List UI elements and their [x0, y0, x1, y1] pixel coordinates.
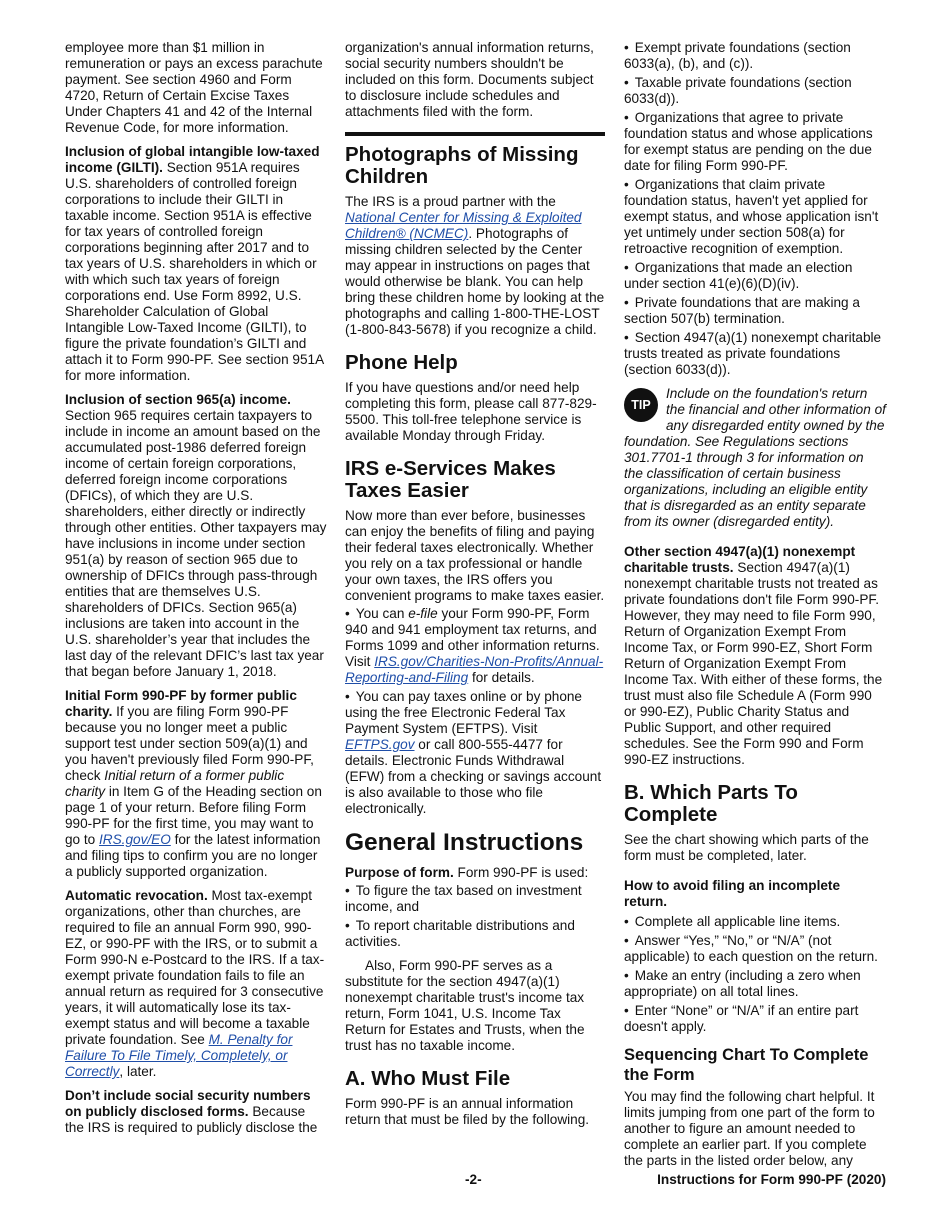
paragraph-who-must-file: Form 990-PF is an annual information return that must be filed by the following.	[345, 1096, 590, 1127]
charities-link[interactable]: IRS.gov/Charities-Non-Profits/Annual-Reporting-and-Filing	[345, 654, 604, 685]
section-965-body: Section 965 requires certain taxpayers to include in income an amount based on the accumulated post-1986 deferred foreign income of certain foreign corporations, deferred foreign income corporations (DFICs), of which they are U.S. shareholders, either directly or indirectly through other entities. Other taxpayers may have inclusions in income under section 951(a) by reason of section 965 due to ownership of DFICs through pass-through entities that are themselves U.S. shareholders of DFICs. Section 965(a) inclusions are taken into account in the U.S. shareholder’s year that includes the last day of the relevant DFIC’s last tax year that began before January 1, 2018.	[65, 408, 327, 679]
which-parts-heading: B. Which Parts To Complete	[624, 781, 798, 826]
other-trusts-body: Section 4947(a)(1) nonexempt charitable trusts not treated as private foundations don't file Form 990-PF. However, they may need to file Form 990, Return of Organization Exempt From Income Tax, or Form 990-EZ, Short Form Return of Organization Exempt From Income Tax. With either of these forms, the trust must also file Schedule A (Form 990 or 990-EZ), Public Charity Status and Public Support, and other required schedules. See the Form 990 and Form 990-EZ instructions.	[624, 560, 883, 767]
purpose-body: Form 990-PF is used:	[457, 865, 589, 880]
list-item: • Organizations that made an election under section 41(e)(6)(D)(iv).	[624, 260, 886, 292]
eservices-heading: IRS e-Services Makes Taxes Easier	[345, 457, 556, 502]
list-item: • Organizations that claim private foundation status, haven't yet applied for exempt status, and whose application isn't yet untimely under section 508(a) for retroactive recognition of exemption.	[624, 177, 886, 257]
paragraph-phone-help: If you have questions and/or need help completing this form, please call 877-829-5500. This toll-free telephone service is available Monday through Friday.	[345, 380, 597, 443]
paragraph-which-parts: See the chart showing which parts of the form must be completed, later.	[624, 832, 869, 863]
list-item: • Exempt private foundations (section 6033(a), (b), and (c)).	[624, 40, 886, 72]
list-item: • Section 4947(a)(1) nonexempt charitable trusts treated as private foundations (section 6033(d)).	[624, 330, 886, 378]
paragraph-other-trusts	[624, 544, 886, 768]
list-item-efile	[345, 606, 605, 686]
paragraph-sequencing: You may find the following chart helpful. It limits jumping from one part of the form to another to figure an amount needed to complete an earlier part. If you complete the parts in the listed order below, any	[624, 1089, 875, 1168]
list-item: • Taxable private foundations (section 6033(d)).	[624, 75, 886, 107]
tip-box	[624, 386, 886, 530]
list-item-purpose-2: • To report charitable distributions and activities.	[345, 918, 605, 950]
column-right	[624, 40, 886, 1177]
footer-title: Instructions for Form 990-PF (2020)	[657, 1172, 886, 1187]
column-left	[65, 40, 327, 1144]
initial-form-italic: Initial return of a former public charity	[65, 768, 285, 799]
initial-form-body-1: If you are filing Form 990-PF because you no longer meet a public support test under section 509(a)(1) and you haven't previously filed Form 990-PF, check	[65, 704, 314, 783]
section-965-heading: Inclusion of section 965(a) income.	[65, 392, 291, 407]
ssn-heading: Don’t include social security numbers on publicly disclosed forms.	[65, 1088, 311, 1119]
tip-text: Include on the foundation's return the financial and other information of any disregarded entity owned by the foundation. See Regulations sections 301.7701-1 through 3 for information on the classification of certain business organizations, including an eligible entity that is disregarded as an entity separate from its owner (disregarded entity).	[624, 386, 886, 529]
gilti-heading: Inclusion of global intangible low-taxed income (GILTI).	[65, 144, 320, 175]
sequencing-chart-heading: Sequencing Chart To Complete the Form	[624, 1046, 869, 1084]
eftps-link[interactable]: EFTPS.gov	[345, 737, 415, 752]
eftps-tail: or call 800-555-4477 for details. Electronic Funds Withdrawal (EFW) from a checking or savings account is also available to those who file electronically.	[345, 737, 602, 816]
ssn-body: Because the IRS is required to publicly disclose the	[65, 1104, 318, 1135]
tip-icon: TIP	[624, 388, 658, 422]
eftps-pre: You can pay taxes online or by phone using the free Electronic Federal Tax Payment System (EFTPS). Visit	[345, 689, 582, 736]
penalty-link[interactable]: M. Penalty for Failure To File Timely, Completely, or Correctly	[65, 1032, 293, 1079]
efile-tail: for details.	[471, 670, 535, 685]
automatic-revocation-tail: , later.	[119, 1064, 157, 1079]
paragraph-photographs	[345, 194, 605, 338]
list-item-purpose-1: • To figure the tax based on investment income, and	[345, 883, 605, 915]
paragraph-ssn	[65, 1088, 327, 1136]
ncmec-link[interactable]: National Center for Missing & Exploited Children® (NCMEC)	[345, 210, 582, 241]
paragraph-also: Also, Form 990-PF serves as a substitute for the section 4947(a)(1) nonexempt charitable trust's income tax return, Form 1041, U.S. Income Tax Return for Estates and Trusts, when the trust has no taxable income.	[345, 958, 585, 1053]
efile-italic: e-file	[408, 606, 438, 621]
column-middle	[345, 40, 605, 1136]
general-instructions-heading: General Instructions	[345, 829, 584, 856]
list-item: • Enter “None” or “N/A” if an entire part doesn't apply.	[624, 1003, 886, 1035]
gilti-body: Section 951A requires U.S. shareholders of controlled foreign corporations to include their GILTI in taxable income. Section 951A is effective for tax years of controlled foreign corporations beginning after 2017 and to tax years of U.S. shareholders in which or with which such tax years of foreign corporations end. Use Form 8992, U.S. Shareholder Calculation of Global Intangible Low-Taxed Income (GILTI), to figure the private foundation’s GILTI and attach it to Form 990-PF. See section 951A for more information.	[65, 160, 324, 383]
paragraph-gilti	[65, 144, 327, 384]
list-item: • Answer “Yes,” “No,” or “N/A” (not applicable) to each question on the return.	[624, 933, 886, 965]
who-must-file-heading: A. Who Must File	[345, 1067, 511, 1090]
automatic-revocation-body: Most tax-exempt organizations, other than churches, are required to file an annual Form 990, 990-EZ, or 990-PF with the IRS, or to submit a Form 990-N e-Postcard to the IRS. If a tax-exempt private foundation fails to file an annual return as required for 3 consecutive years, it will automatically lose its tax-exempt status and will become a taxable private foundation. See	[65, 888, 325, 1047]
paragraph-initial-form	[65, 688, 327, 880]
efile-mid: your Form 990-PF, Form 940 and 941 employment tax returns, and Forms 1099 and other information returns. Visit	[345, 606, 600, 669]
page-number: -2-	[465, 1172, 482, 1187]
list-item: • Organizations that agree to private foundation status and whose applications for exempt status are pending on the due date for filing Form 990-PF.	[624, 110, 886, 174]
initial-form-heading: Initial Form 990-PF by former public charity.	[65, 688, 297, 719]
initial-form-body-2: in Item G of the Heading section on page 1 of your return. Before filing Form 990-PF for the first time, you may want to go to	[65, 784, 322, 847]
paragraph-eservices: Now more than ever before, businesses can enjoy the benefits of filing and paying their federal taxes electronically. Whether you rely on a tax professional or handle your own taxes, the IRS offers you convenient programs to make taxes easier.	[345, 508, 605, 603]
list-item: • Complete all applicable line items.	[624, 914, 886, 930]
page-footer	[65, 1172, 886, 1192]
efile-pre: You can	[355, 606, 405, 621]
paragraph-remuneration: employee more than $1 million in remuneration or pays an excess parachute payment. See section 4960 and Form 4720, Return of Certain Excise Taxes Under Chapters 41 and 42 of the Internal Revenue Code, for more information.	[65, 40, 323, 135]
photographs-body-1: The IRS is a proud partner with the	[345, 194, 556, 209]
section-divider	[345, 132, 605, 136]
purpose-heading: Purpose of form.	[345, 865, 454, 880]
phone-help-heading: Phone Help	[345, 351, 458, 374]
paragraph-section-965	[65, 392, 327, 680]
avoid-incomplete-heading: How to avoid filing an incomplete return.	[624, 878, 840, 909]
photographs-body-2: . Photographs of missing children selected by the Center may appear in instructions on pages that would otherwise be blank. You can help bring these children home by looking at the photographs and calling 1-800-THE-LOST (1-800-843-5678) if you recognize a child.	[345, 226, 605, 337]
other-trusts-heading: Other section 4947(a)(1) nonexempt charitable trusts.	[624, 544, 856, 575]
irs-eo-link[interactable]: IRS.gov/EO	[99, 832, 171, 847]
paragraph-purpose	[345, 865, 605, 881]
paragraph-disclosure: organization's annual information returns, social security numbers shouldn't be included on this form. Documents subject to disclosure include schedules and attachments filed with the form.	[345, 40, 594, 119]
list-item-eftps	[345, 689, 605, 817]
initial-form-body-3: for the latest information and filing tips to confirm you are no longer a publicly supported organization.	[65, 832, 321, 879]
automatic-revocation-heading: Automatic revocation.	[65, 888, 208, 903]
list-item: • Make an entry (including a zero when appropriate) on all total lines.	[624, 968, 886, 1000]
list-item: • Private foundations that are making a section 507(b) termination.	[624, 295, 886, 327]
photographs-heading: Photographs of Missing Children	[345, 143, 579, 188]
paragraph-automatic-revocation	[65, 888, 327, 1080]
